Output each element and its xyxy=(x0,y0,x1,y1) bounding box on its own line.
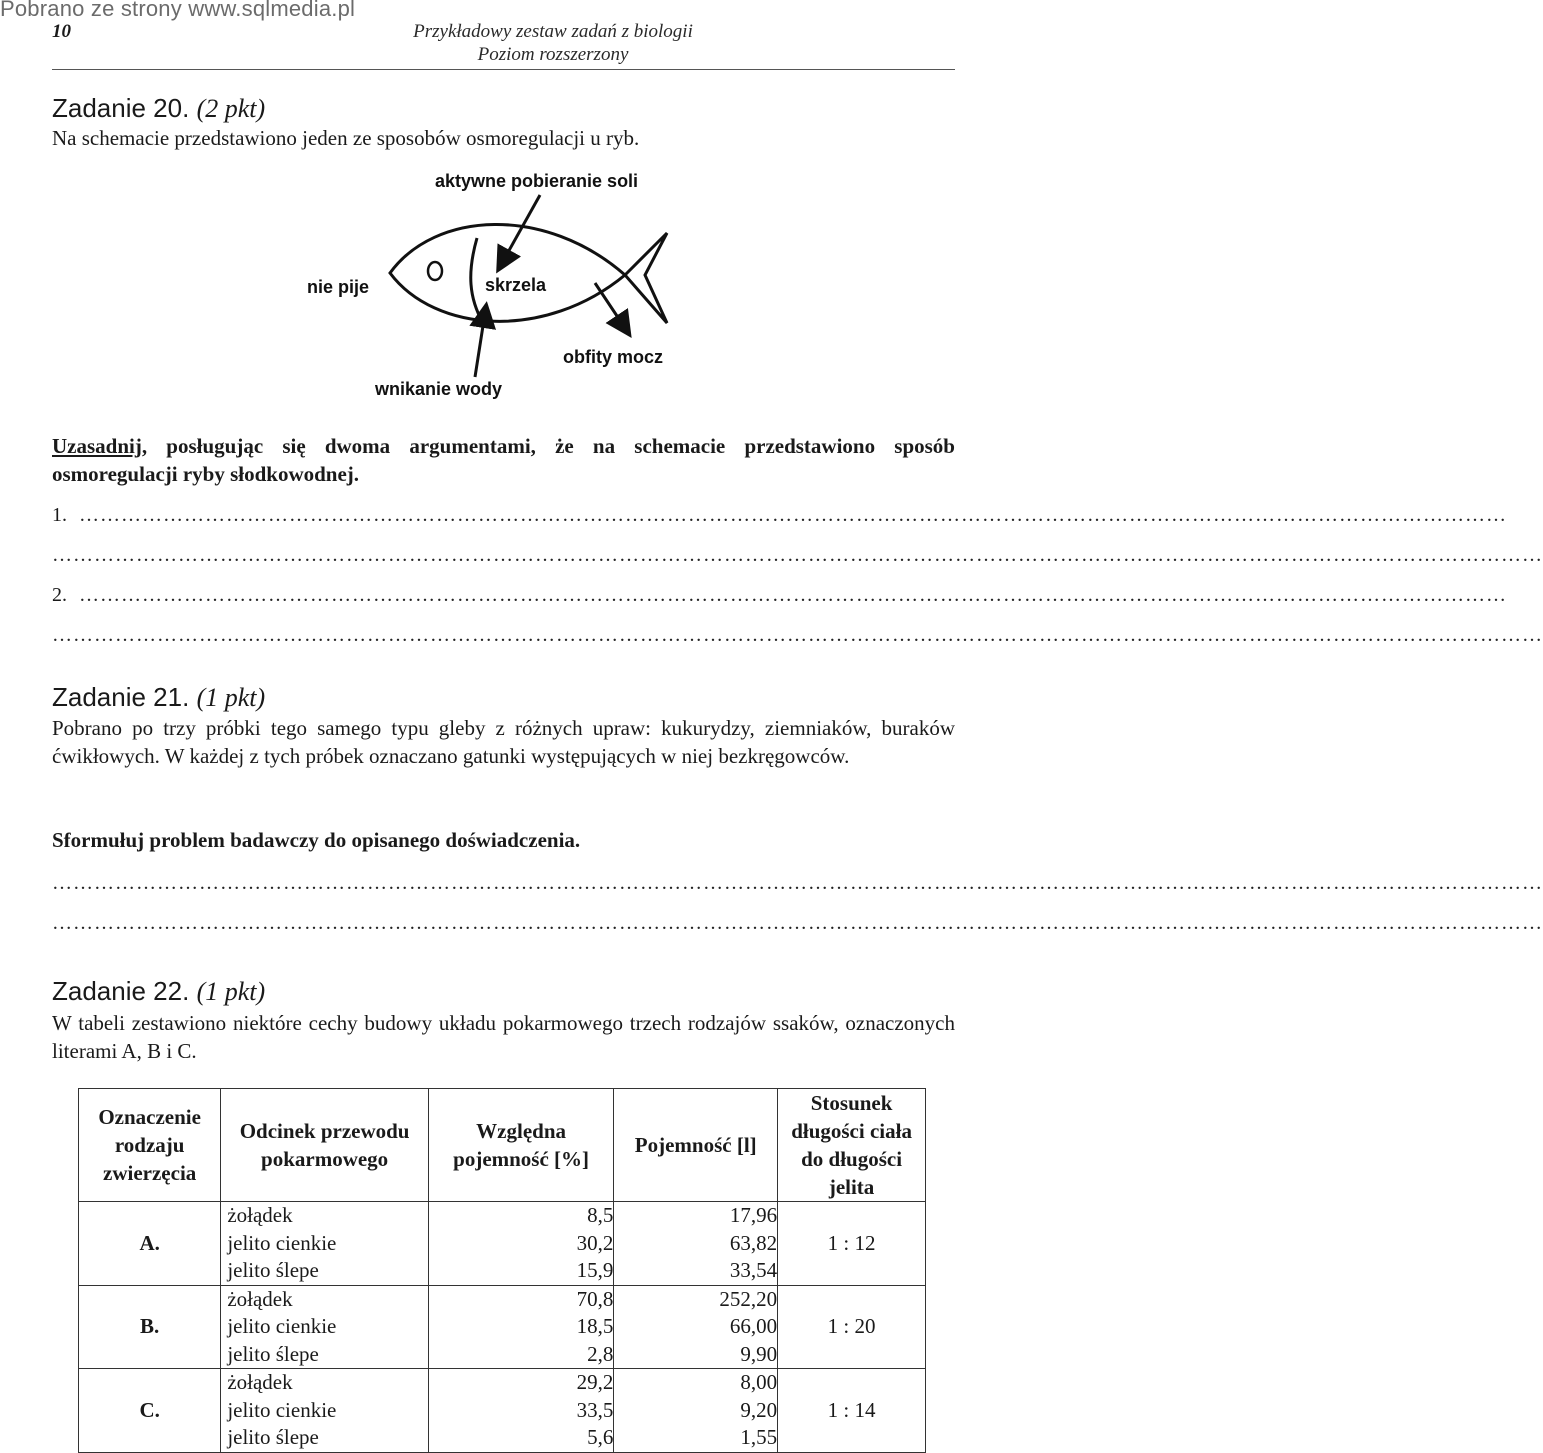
task21-title-text: Zadanie 21. xyxy=(52,682,190,712)
answer-2-label: 2. xyxy=(52,584,67,606)
row-ratio: 1 : 12 xyxy=(778,1202,926,1286)
label-water-influx: wnikanie wody xyxy=(375,379,503,399)
label-salt-uptake: aktywne pobieranie soli xyxy=(435,171,639,191)
relative-value: 5,6 xyxy=(587,1425,614,1449)
task20-command-word: Uzasadnij xyxy=(52,434,142,458)
task22-text: W tabeli zestawiono niektóre cechy budowy układu pokarmowego trzech rodzajów ssaków, oznaczonych literami A, B i C. xyxy=(52,1011,955,1063)
task22-title-text: Zadanie 22. xyxy=(52,976,190,1006)
table-row xyxy=(79,1202,926,1286)
relative-value: 2,8 xyxy=(587,1341,614,1366)
section-name: żołądek xyxy=(227,1203,293,1227)
relative-value: 15,9 xyxy=(576,1258,614,1282)
label-copious-urine: obfity mocz xyxy=(563,347,664,367)
task21-points: (1 pkt) xyxy=(196,683,266,712)
row-relative-capacity xyxy=(428,1369,613,1453)
capacity-value: 9,20 xyxy=(740,1397,778,1422)
relative-value: 29,2 xyxy=(576,1370,614,1394)
arrow-urine xyxy=(595,283,625,328)
task20-points: (2 pkt) xyxy=(196,94,266,123)
task22-title xyxy=(52,976,265,1007)
relative-value: 33,5 xyxy=(576,1397,614,1422)
header-divider xyxy=(52,69,955,70)
task20-command xyxy=(52,432,955,488)
task21-command: Sformułuj problem badawczy do opisanego doświadczenia. xyxy=(52,828,581,852)
fish-tail xyxy=(625,233,667,323)
row-sections xyxy=(221,1285,429,1369)
header-subject: Przykładowy zestaw zadań z biologii xyxy=(413,21,693,42)
task20-title xyxy=(52,93,265,124)
label-no-drinking: nie pije xyxy=(307,277,370,297)
capacity-value: 9,90 xyxy=(740,1341,778,1366)
capacity-value: 66,00 xyxy=(729,1314,778,1338)
row-capacity xyxy=(614,1285,778,1369)
section-name: jelito ślepe xyxy=(227,1425,319,1449)
section-name: jelito ślepe xyxy=(227,1341,319,1366)
header-tract-section: Odcinek przewodu pokarmowego xyxy=(221,1089,429,1202)
watermark-text: Pobrano ze strony www.sqlmedia.pl xyxy=(0,0,356,21)
row-relative-capacity xyxy=(428,1285,613,1369)
capacity-value: 1,55 xyxy=(740,1425,778,1449)
relative-value: 18,5 xyxy=(576,1314,614,1338)
arrow-water-influx xyxy=(475,313,485,377)
header-level: Poziom rozszerzony xyxy=(477,44,629,65)
section-name: jelito cienkie xyxy=(227,1314,337,1338)
table-row xyxy=(79,1369,926,1453)
row-sections xyxy=(221,1369,429,1453)
answer-line-2b[interactable]: …………………………………………………………………………………………………………………………………………………………………………………………… xyxy=(52,624,1543,646)
answer-line-2a[interactable]: 2. …………………………………………………………………………………………………………………………………………………………………………………… xyxy=(52,584,1507,606)
row-letter: C. xyxy=(79,1369,221,1453)
capacity-value: 33,54 xyxy=(729,1258,778,1282)
row-sections xyxy=(221,1202,429,1286)
row-ratio: 1 : 20 xyxy=(778,1285,926,1369)
section-name: żołądek xyxy=(227,1370,293,1394)
capacity-value: 252,20 xyxy=(719,1286,778,1311)
header-body-gut-ratio: Stosunek długości ciała do długości jelita xyxy=(778,1089,926,1202)
header-relative-capacity: Względna pojemność [%] xyxy=(428,1089,613,1202)
digestive-system-table xyxy=(78,1088,926,1453)
answer-line-21a[interactable]: …………………………………………………………………………………………………………………………………………………………………………………………… xyxy=(52,872,1543,894)
capacity-value: 63,82 xyxy=(729,1230,778,1255)
relative-value: 8,5 xyxy=(587,1203,614,1227)
section-name: jelito ślepe xyxy=(227,1258,319,1282)
task21-title xyxy=(52,682,265,713)
capacity-value: 8,00 xyxy=(740,1370,778,1394)
fish-eye xyxy=(428,262,442,280)
relative-value: 30,2 xyxy=(576,1230,614,1255)
task20-command-rest: , posługując się dwoma argumentami, że na schemacie przedstawiono sposób osmoregulacji ryby słodkowodnej. xyxy=(52,434,955,486)
task20-intro: Na schemacie przedstawiono jeden ze sposobów osmoregulacji u ryb. xyxy=(52,126,640,150)
label-gills: skrzela xyxy=(485,275,547,295)
fish-osmoregulation-diagram xyxy=(295,163,695,403)
task22-points: (1 pkt) xyxy=(196,977,266,1006)
header-animal-label: Oznaczenie rodzaju zwierzęcia xyxy=(79,1089,221,1202)
task21-text: Pobrano po trzy próbki tego samego typu gleby z różnych upraw: kukurydzy, ziemniaków, buraków ćwikłowych. W każdej z tych próbek oznaczano gatunki występujących w niej bezkręgowców. xyxy=(52,716,955,768)
answer-line-1a[interactable]: 1. …………………………………………………………………………………………………………………………………………………………………………………… xyxy=(52,504,1507,526)
section-name: jelito cienkie xyxy=(227,1230,337,1255)
section-name: jelito cienkie xyxy=(227,1397,337,1422)
table-header-row xyxy=(79,1089,926,1202)
fish-body xyxy=(390,224,625,321)
section-name: żołądek xyxy=(227,1286,293,1311)
relative-value: 70,8 xyxy=(576,1286,614,1311)
answer-line-21b[interactable]: …………………………………………………………………………………………………………………………………………………………………………………………… xyxy=(52,912,1543,934)
header-capacity: Pojemność [l] xyxy=(614,1089,778,1202)
fish-gill-line xyxy=(471,238,483,323)
table-row xyxy=(79,1285,926,1369)
answer-line-1b[interactable]: …………………………………………………………………………………………………………………………………………………………………………………………… xyxy=(52,544,1543,566)
row-ratio: 1 : 14 xyxy=(778,1369,926,1453)
row-letter: A. xyxy=(79,1202,221,1286)
row-capacity xyxy=(614,1202,778,1286)
task20-title-text: Zadanie 20. xyxy=(52,93,190,123)
page-number: 10 xyxy=(52,21,71,42)
row-relative-capacity xyxy=(428,1202,613,1286)
row-letter: B. xyxy=(79,1285,221,1369)
capacity-value: 17,96 xyxy=(729,1203,778,1227)
answer-1-label: 1. xyxy=(52,504,67,526)
row-capacity xyxy=(614,1369,778,1453)
